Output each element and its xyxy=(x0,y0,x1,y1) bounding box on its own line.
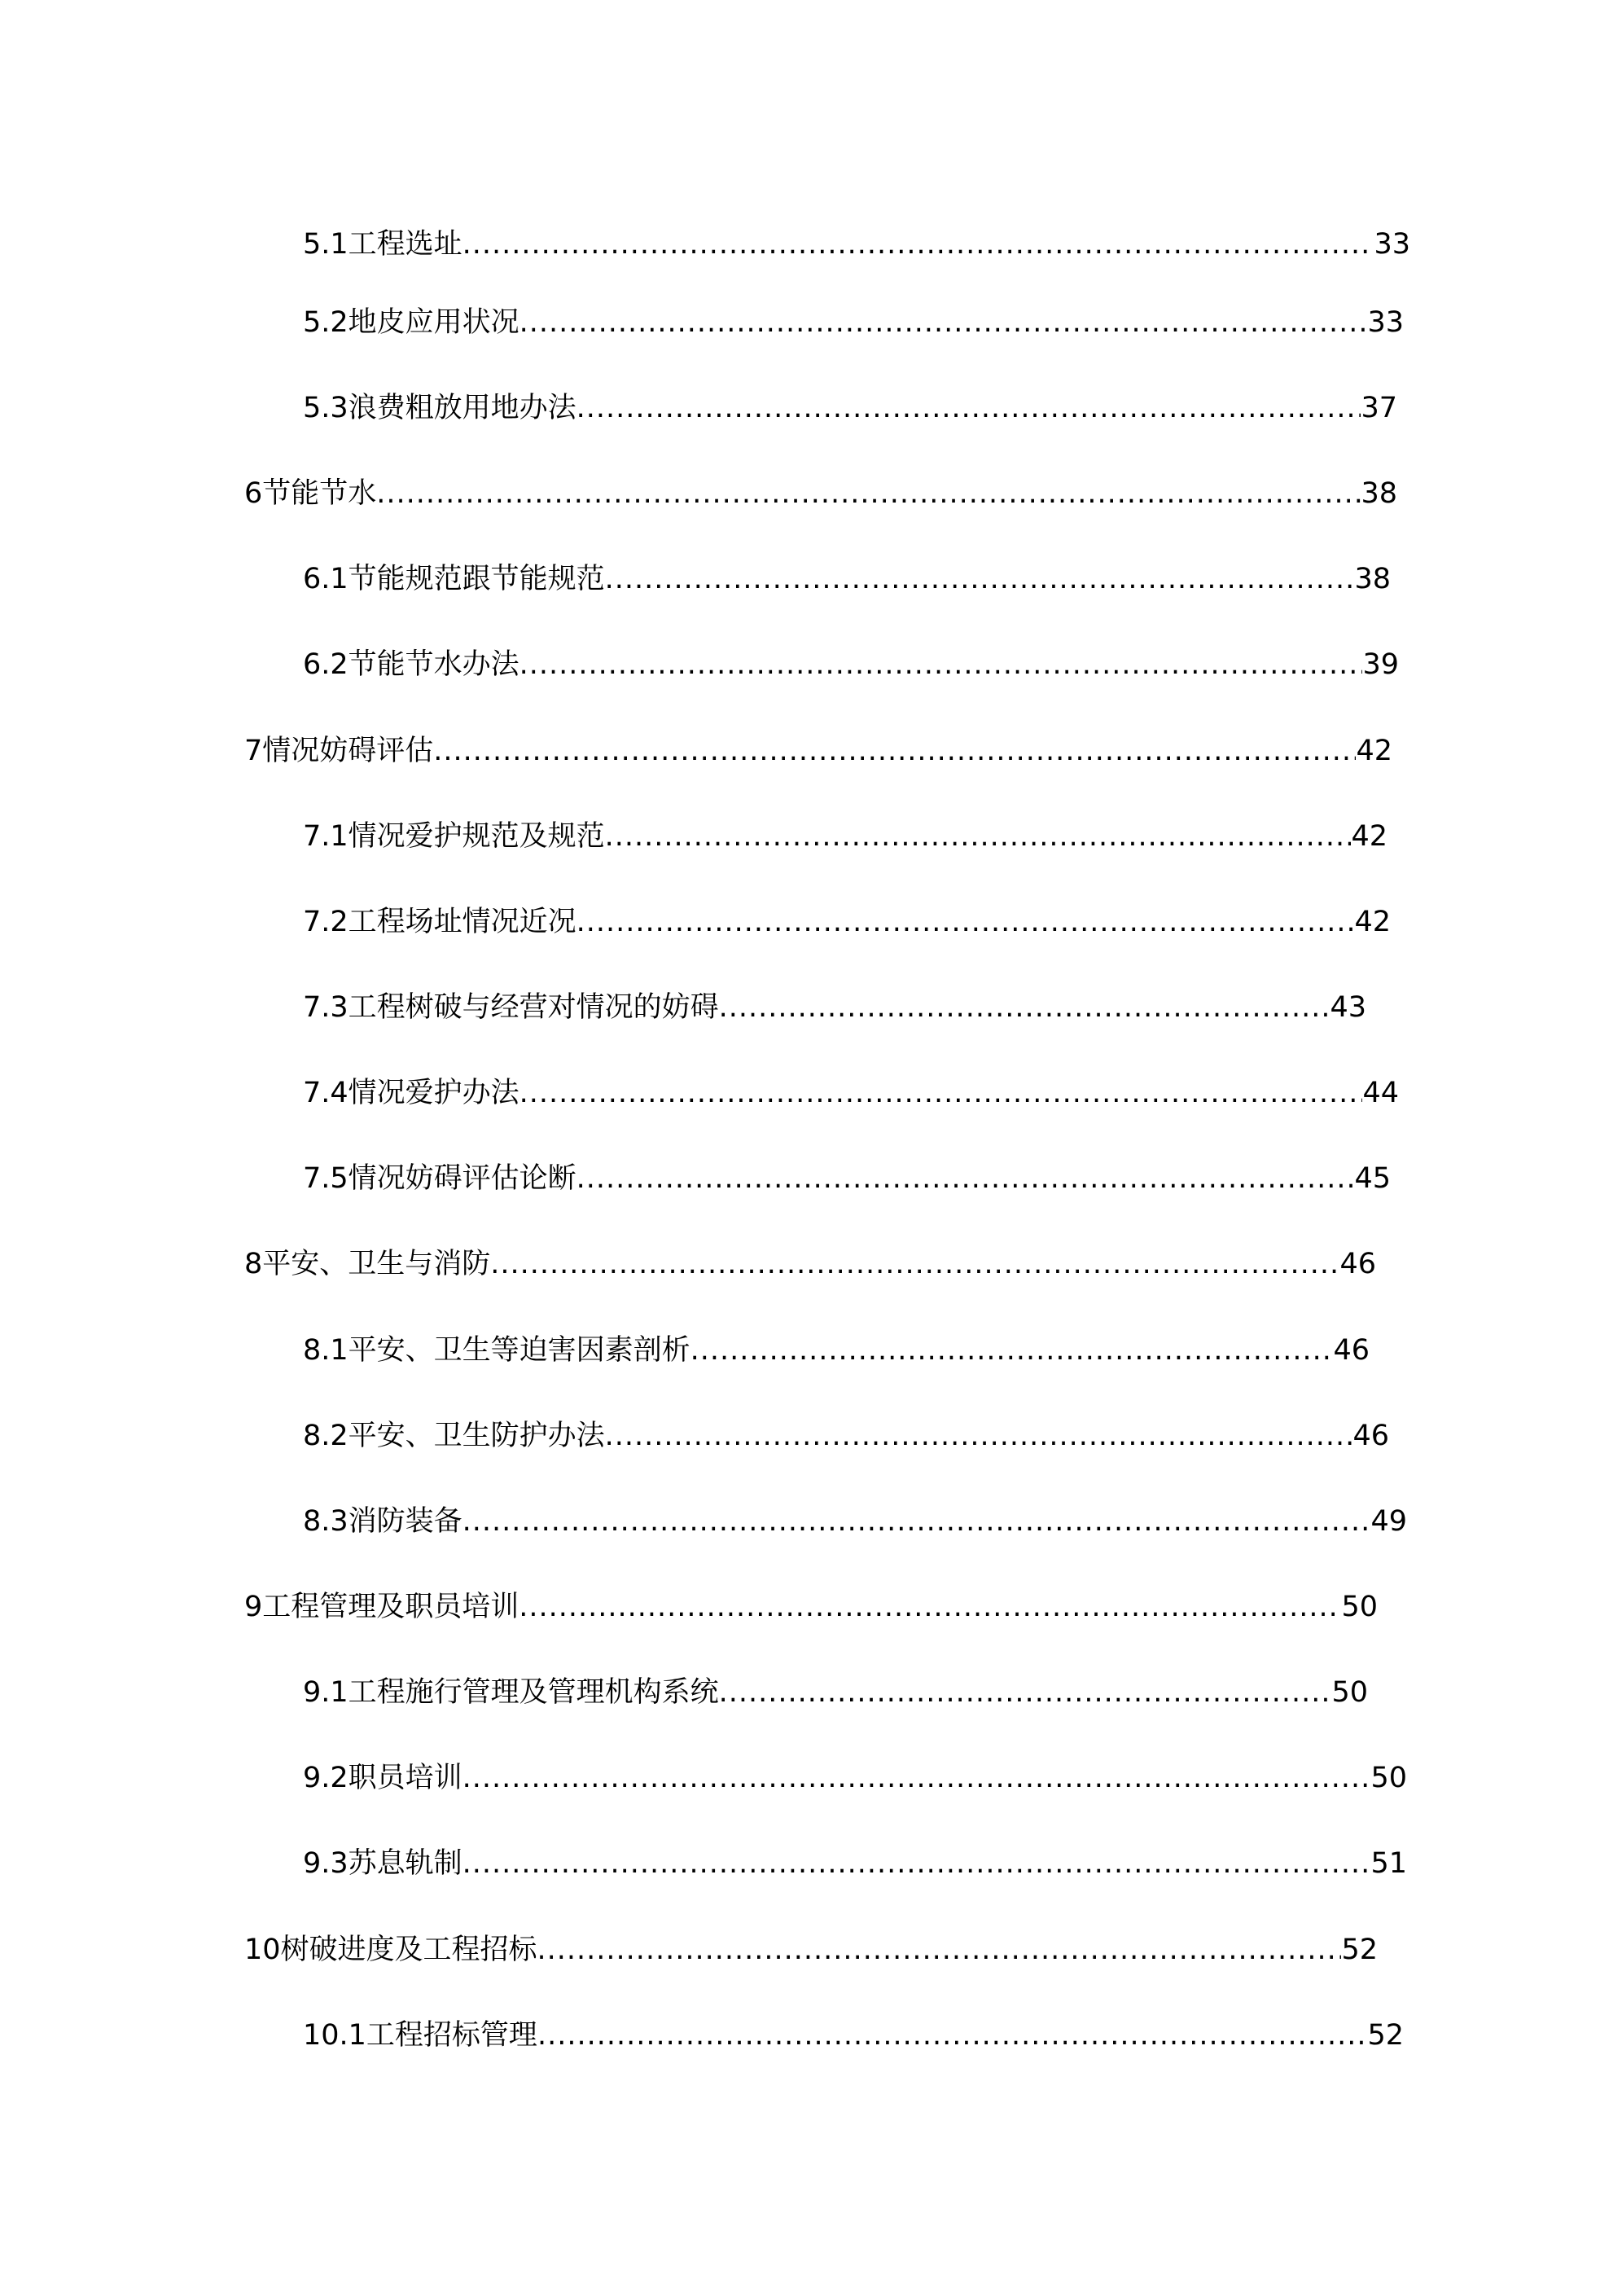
toc-entry-label: 8.1平安、卫生等迫害因素剖析 xyxy=(303,1334,690,1367)
toc-entry[interactable] xyxy=(244,728,1392,774)
toc-entry-label: 7.1情况爱护规范及规范 xyxy=(303,820,605,853)
toc-entry[interactable] xyxy=(303,1499,1407,1544)
toc-entry-page: 46 xyxy=(1352,1420,1389,1452)
toc-leader-dots xyxy=(519,1070,1363,1116)
toc-entry-page: 43 xyxy=(1330,991,1366,1024)
toc-leader-dots xyxy=(719,1670,1332,1715)
toc-entry[interactable] xyxy=(303,642,1399,687)
toc-leader-dots xyxy=(519,1584,1341,1630)
toc-entry[interactable] xyxy=(303,385,1397,431)
toc-entry-label: 8平安、卫生与消防 xyxy=(244,1248,491,1280)
toc-leader-dots xyxy=(537,1927,1342,1973)
toc-entry[interactable] xyxy=(303,222,1410,267)
toc-entry[interactable] xyxy=(303,1156,1391,1201)
toc-entry-label: 9.3苏息轨制 xyxy=(303,1847,462,1880)
toc-entry[interactable] xyxy=(244,1584,1378,1630)
toc-entry[interactable] xyxy=(244,1241,1376,1287)
toc-entry[interactable] xyxy=(303,814,1387,859)
toc-entry-page: 45 xyxy=(1354,1162,1391,1195)
toc-entry[interactable] xyxy=(303,985,1366,1030)
toc-entry-label: 10.1工程招标管理 xyxy=(303,2019,537,2052)
toc-entry-page: 44 xyxy=(1362,1077,1399,1109)
toc-entry-page: 38 xyxy=(1361,477,1397,510)
toc-leader-dots xyxy=(537,2013,1368,2058)
toc-entry-page: 51 xyxy=(1370,1847,1407,1880)
toc-entry[interactable] xyxy=(303,1413,1389,1459)
toc-entry-page: 38 xyxy=(1354,563,1391,595)
toc-entry-label: 6.1节能规范跟节能规范 xyxy=(303,563,605,595)
toc-entry-page: 50 xyxy=(1341,1591,1378,1623)
toc-entry-label: 5.1工程选址 xyxy=(303,228,462,261)
toc-entry-page: 42 xyxy=(1351,820,1387,853)
toc-leader-dots xyxy=(519,300,1368,345)
toc-entry-label: 8.2平安、卫生防护办法 xyxy=(303,1420,605,1452)
toc-entry-page: 39 xyxy=(1362,648,1399,681)
toc-leader-dots xyxy=(576,385,1361,431)
toc-entry-label: 5.3浪费粗放用地办法 xyxy=(303,392,576,424)
toc-entry-label: 7.4情况爱护办法 xyxy=(303,1077,519,1109)
toc-leader-dots xyxy=(576,899,1355,945)
toc-entry[interactable] xyxy=(303,1328,1370,1373)
toc-leader-dots xyxy=(462,1499,1371,1544)
toc-entry-label: 9.1工程施行管理及管理机构系统 xyxy=(303,1676,719,1709)
toc-entry[interactable] xyxy=(303,1670,1368,1715)
toc-entry-page: 49 xyxy=(1370,1505,1407,1538)
toc-entry-label: 7情况妨碍评估 xyxy=(244,735,434,767)
toc-leader-dots xyxy=(462,222,1374,267)
toc-entry[interactable] xyxy=(303,2013,1404,2058)
toc-entry[interactable] xyxy=(244,1927,1378,1973)
toc-entry-label: 6.2节能节水办法 xyxy=(303,648,519,681)
toc-leader-dots xyxy=(490,1241,1339,1287)
toc-leader-dots xyxy=(376,471,1361,516)
toc-entry-label: 10树破进度及工程招标 xyxy=(244,1934,537,1966)
toc-leader-dots xyxy=(576,1156,1355,1201)
toc-entry[interactable] xyxy=(303,899,1391,945)
toc-leader-dots xyxy=(605,814,1352,859)
toc-leader-dots xyxy=(605,1413,1353,1459)
toc-entry-label: 7.5情况妨碍评估论断 xyxy=(303,1162,576,1195)
toc-entry-page: 33 xyxy=(1374,228,1410,261)
toc-leader-dots xyxy=(462,1841,1371,1886)
toc-entry-label: 7.3工程树破与经营对情况的妨碍 xyxy=(303,991,719,1024)
toc-entry-page: 50 xyxy=(1331,1676,1368,1709)
toc-entry[interactable] xyxy=(303,1070,1399,1116)
toc-leader-dots xyxy=(605,556,1355,602)
toc-entry[interactable] xyxy=(303,556,1391,602)
toc-entry-page: 33 xyxy=(1367,306,1404,339)
toc-entry-page: 46 xyxy=(1333,1334,1370,1367)
toc-entry-page: 50 xyxy=(1370,1762,1407,1794)
toc-entry-label: 5.2地皮应用状况 xyxy=(303,306,519,339)
toc-entry-label: 9.2职员培训 xyxy=(303,1762,462,1794)
toc-entry-label: 7.2工程场址情况近况 xyxy=(303,906,576,938)
toc-entry-page: 52 xyxy=(1341,1934,1378,1966)
toc-entry[interactable] xyxy=(303,1755,1407,1801)
toc-entry[interactable] xyxy=(303,1841,1407,1886)
toc-entry[interactable] xyxy=(303,300,1404,345)
toc-entry-page: 42 xyxy=(1354,906,1391,938)
toc-leader-dots xyxy=(462,1755,1371,1801)
toc-entry[interactable] xyxy=(244,471,1397,516)
toc-entry-label: 6节能节水 xyxy=(244,477,377,510)
toc-entry-label: 8.3消防装备 xyxy=(303,1505,462,1538)
toc-entry-page: 52 xyxy=(1367,2019,1404,2052)
toc-leader-dots xyxy=(690,1328,1334,1373)
toc-entry-label: 9工程管理及职员培训 xyxy=(244,1591,519,1623)
toc-leader-dots xyxy=(433,728,1356,774)
toc-leader-dots xyxy=(719,985,1330,1030)
toc-entry-page: 46 xyxy=(1339,1248,1376,1280)
toc-entry-page: 37 xyxy=(1361,392,1397,424)
toc-leader-dots xyxy=(519,642,1363,687)
toc-entry-page: 42 xyxy=(1356,735,1392,767)
